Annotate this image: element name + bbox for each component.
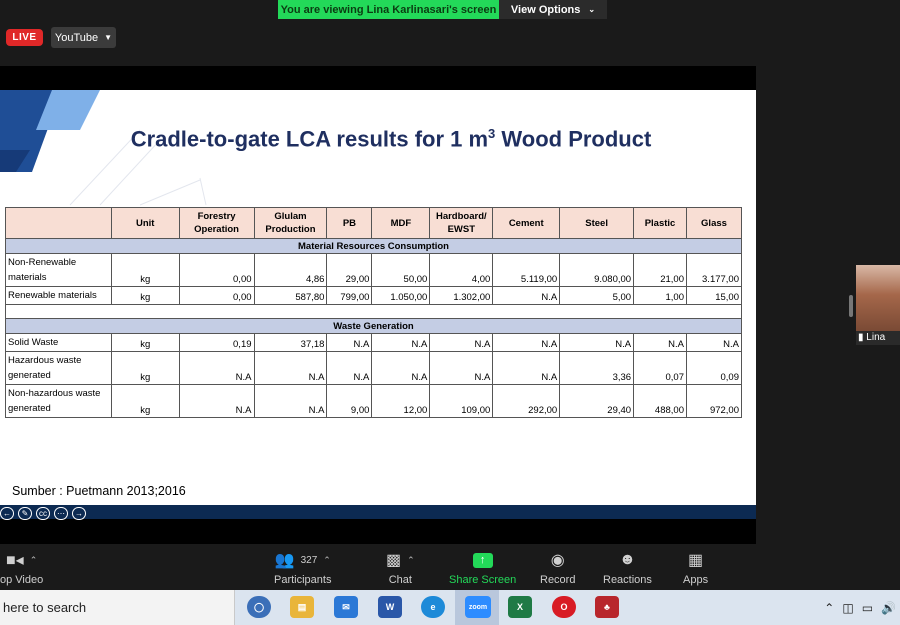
section-header-row [6,239,742,254]
value-cell: 4,86 [254,254,327,287]
smiley-plus-icon: ☻ [619,551,636,568]
section-header-row [6,319,742,334]
signal-bars-icon: ▮ [858,332,864,343]
presentation-slide [0,90,756,505]
participants-count: 327 [300,554,318,566]
participants-icon: 👥 [274,552,295,569]
unit-cell: kg [111,334,179,352]
participants-button[interactable] [274,549,331,586]
value-cell: N.A [254,385,327,418]
excel-icon[interactable]: X [508,596,532,618]
shared-screen [0,66,756,544]
spacer-row [6,305,742,319]
value-cell: N.A [179,352,254,385]
view-options-button[interactable] [499,0,607,19]
taskbar-search-input[interactable]: here to search [0,590,235,625]
value-cell: 21,00 [634,254,687,287]
table-row [6,352,742,385]
slide-footer-bar [0,505,756,519]
value-cell: 29,40 [560,385,634,418]
record-button[interactable] [540,549,575,586]
share-screen-label: Share Screen [449,574,517,586]
spacer-cell [6,305,742,319]
youtube-label: YouTube [54,31,99,44]
value-cell: N.A [179,385,254,418]
table-row [6,254,742,287]
value-cell: N.A [493,334,560,352]
share-screen-arrow-icon: ↑ [473,553,493,568]
chat-label: Chat [388,574,412,586]
file-explorer-icon[interactable]: ▤ [290,596,314,618]
edge-icon[interactable]: e [421,596,445,618]
section-title: Material Resources Consumption [6,239,742,254]
value-cell: N.A [634,334,687,352]
value-cell: N.A [430,334,493,352]
more-options-icon[interactable]: ⋯ [54,507,68,520]
column-header: MDF [372,208,430,239]
value-cell: 9.080,00 [560,254,634,287]
column-header: PB [327,208,372,239]
apps-label: Apps [683,574,709,586]
value-cell: N.A [493,287,560,305]
participant-name-text: Lina [866,332,886,343]
value-cell: 4,00 [430,254,493,287]
battery-icon[interactable]: ▭ [861,600,874,615]
apps-button[interactable] [683,549,708,586]
participant-video-image [856,265,900,331]
video-label: op Video [0,574,44,586]
record-label: Record [540,574,576,586]
app-icon[interactable]: ♣ [595,596,619,618]
value-cell: 1,00 [634,287,687,305]
video-button[interactable] [0,549,43,586]
participants-label: Participants [274,574,332,586]
value-cell: 37,18 [254,334,327,352]
share-screen-button[interactable] [449,549,516,586]
viewing-banner-text: You are viewing Lina Karlinasari's screen [278,0,499,19]
value-cell: 0,07 [634,352,687,385]
value-cell: N.A [560,334,634,352]
value-cell: N.A [327,334,372,352]
value-cell: 9,00 [327,385,372,418]
chevron-up-icon[interactable]: ⌃ [407,554,415,565]
slideshow-controls [0,506,86,520]
value-cell: 12,00 [372,385,430,418]
value-cell: 50,00 [372,254,430,287]
slide-title [0,126,756,152]
row-label: Non-Renewable materials [6,254,112,287]
value-cell: 972,00 [686,385,741,418]
prev-slide-icon[interactable]: ← [0,507,14,520]
opera-icon[interactable]: O [552,596,576,618]
source-citation: Sumber : Puetmann 2013;2016 [12,484,186,498]
chat-button[interactable] [386,549,415,586]
column-header: Glulam Production [254,208,327,239]
viewing-banner [278,0,607,19]
value-cell: 0,00 [179,287,254,305]
column-header: Cement [493,208,560,239]
chevron-up-icon[interactable]: ⌃ [323,554,331,565]
windows-taskbar [0,590,900,625]
column-header: Glass [686,208,741,239]
record-icon: ◉ [550,552,565,569]
chevron-down-icon: ⌄ [588,5,596,14]
table-row [6,334,742,352]
reactions-label: Reactions [603,574,652,586]
section-title: Waste Generation [6,319,742,334]
value-cell: N.A [372,352,430,385]
apps-grid-icon: ▦ [687,552,704,569]
column-header: Plastic [634,208,687,239]
unit-cell: kg [111,385,179,418]
value-cell: 3,36 [560,352,634,385]
row-label: Hazardous waste generated [6,352,112,385]
unit-cell: kg [111,287,179,305]
value-cell: 0,00 [179,254,254,287]
column-header [6,208,112,239]
next-slide-icon[interactable]: → [72,507,86,520]
value-cell: 1.302,00 [430,287,493,305]
value-cell: 587,80 [254,287,327,305]
table-row [6,385,742,418]
value-cell: 0,09 [686,352,741,385]
network-icon[interactable]: ◫ [842,600,854,615]
word-icon[interactable]: W [378,596,402,618]
value-cell: 292,00 [493,385,560,418]
value-cell: 488,00 [634,385,687,418]
column-header: Hardboard/ EWST [430,208,493,239]
speaker-icon[interactable]: 🔊 [881,600,896,615]
chevron-up-icon[interactable]: ⌃ [29,554,38,565]
youtube-dropdown[interactable] [51,27,116,48]
view-options-label: View Options [510,3,581,16]
captions-icon[interactable]: cc [36,507,50,520]
value-cell: 3.177,00 [686,254,741,287]
slide-title-main: Cradle-to-gate LCA results for 1 m [130,126,489,152]
row-label: Non-hazardous waste generated [6,385,112,418]
value-cell: 799,00 [327,287,372,305]
value-cell: N.A [430,352,493,385]
mail-icon[interactable]: ✉ [334,596,358,618]
pen-icon[interactable]: ✎ [18,507,32,520]
meeting-toolbar [0,544,900,590]
unit-cell: kg [111,254,179,287]
value-cell: 109,00 [430,385,493,418]
value-cell: N.A [372,334,430,352]
table-row [6,287,742,305]
value-cell: N.A [327,352,372,385]
row-label: Solid Waste [6,334,112,352]
reactions-button[interactable] [603,549,652,586]
value-cell: N.A [254,352,327,385]
value-cell: N.A [493,352,560,385]
row-label: Renewable materials [6,287,112,305]
value-cell: 15,00 [686,287,741,305]
chat-bubble-icon: ▩ [386,552,402,569]
cortana-icon[interactable]: ◯ [247,596,271,618]
live-badge[interactable]: LIVE [6,29,43,46]
table-header-row [6,208,742,239]
participant-video-thumbnail[interactable] [856,265,900,345]
lca-results-table [5,207,742,418]
value-cell: 5,00 [560,287,634,305]
column-header: Unit [111,208,179,239]
value-cell: 0,19 [179,334,254,352]
chevron-up-icon[interactable]: ⌃ [824,600,835,615]
caret-down-icon: ▼ [104,33,113,42]
panel-resize-handle[interactable] [849,295,853,317]
value-cell: 1.050,00 [372,287,430,305]
slide-title-end: Wood Product [495,126,652,152]
column-header: Steel [560,208,634,239]
value-cell: 5.119,00 [493,254,560,287]
column-header: Forestry Operation [179,208,254,239]
unit-cell: kg [111,352,179,385]
zoom-icon[interactable]: zoom [465,596,491,618]
participant-name [858,332,885,343]
video-camera-icon: ■◂ [5,552,24,569]
system-tray [824,590,896,625]
value-cell: N.A [686,334,741,352]
value-cell: 29,00 [327,254,372,287]
slide-title-superscript: 3 [488,126,496,141]
